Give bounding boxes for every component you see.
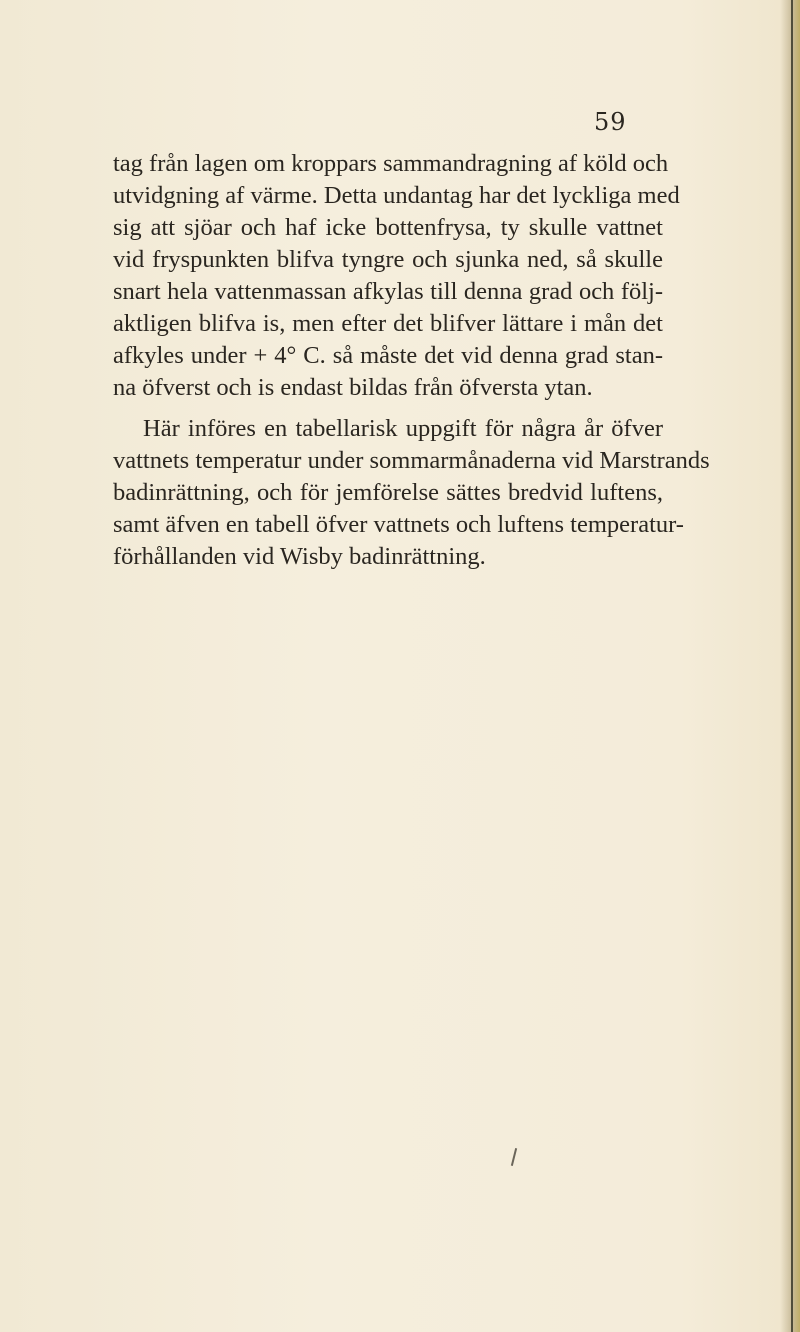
page-number: 59 [594,108,627,136]
text-line: aktligen blifva is, men efter det blifver lättare i mån det [113,310,663,337]
text-line: badinrättning, och för jemförelse sättes bredvid luftens, [113,479,663,506]
paragraph-1 [113,148,680,404]
page-edge-shadow [780,0,800,1332]
text-line: vattnets temperatur under sommarmånaderna vid Marstrands [113,447,710,474]
paragraph-spacer [113,404,663,413]
text-line: afkyles under + 4° C. så måste det vid denna grad stan- [113,342,663,369]
text-line: vid fryspunkten blifva tyngre och sjunka ned, så skulle [113,246,663,273]
text-line: Här införes en tabellarisk uppgift för några år öfver [143,415,663,442]
text-line: tag från lagen om kroppars sammandragning af köld och [113,150,669,177]
stray-pen-mark [511,1148,517,1166]
text-line: förhållanden vid Wisby badinrättning. [113,543,486,570]
page-edge-line [791,0,793,1332]
text-line: samt äfven en tabell öfver vattnets och luftens temperatur- [113,511,684,538]
body-text [113,148,710,573]
paragraph-2 [113,413,710,573]
text-line: snart hela vattenmassan afkylas till denna grad och följ- [113,278,663,305]
text-line: utvidgning af värme. Detta undantag har det lyckliga med [113,182,680,209]
text-line: sig att sjöar och haf icke bottenfrysa, ty skulle vattnet [113,214,663,241]
text-line: na öfverst och is endast bildas från öfversta ytan. [113,374,593,401]
